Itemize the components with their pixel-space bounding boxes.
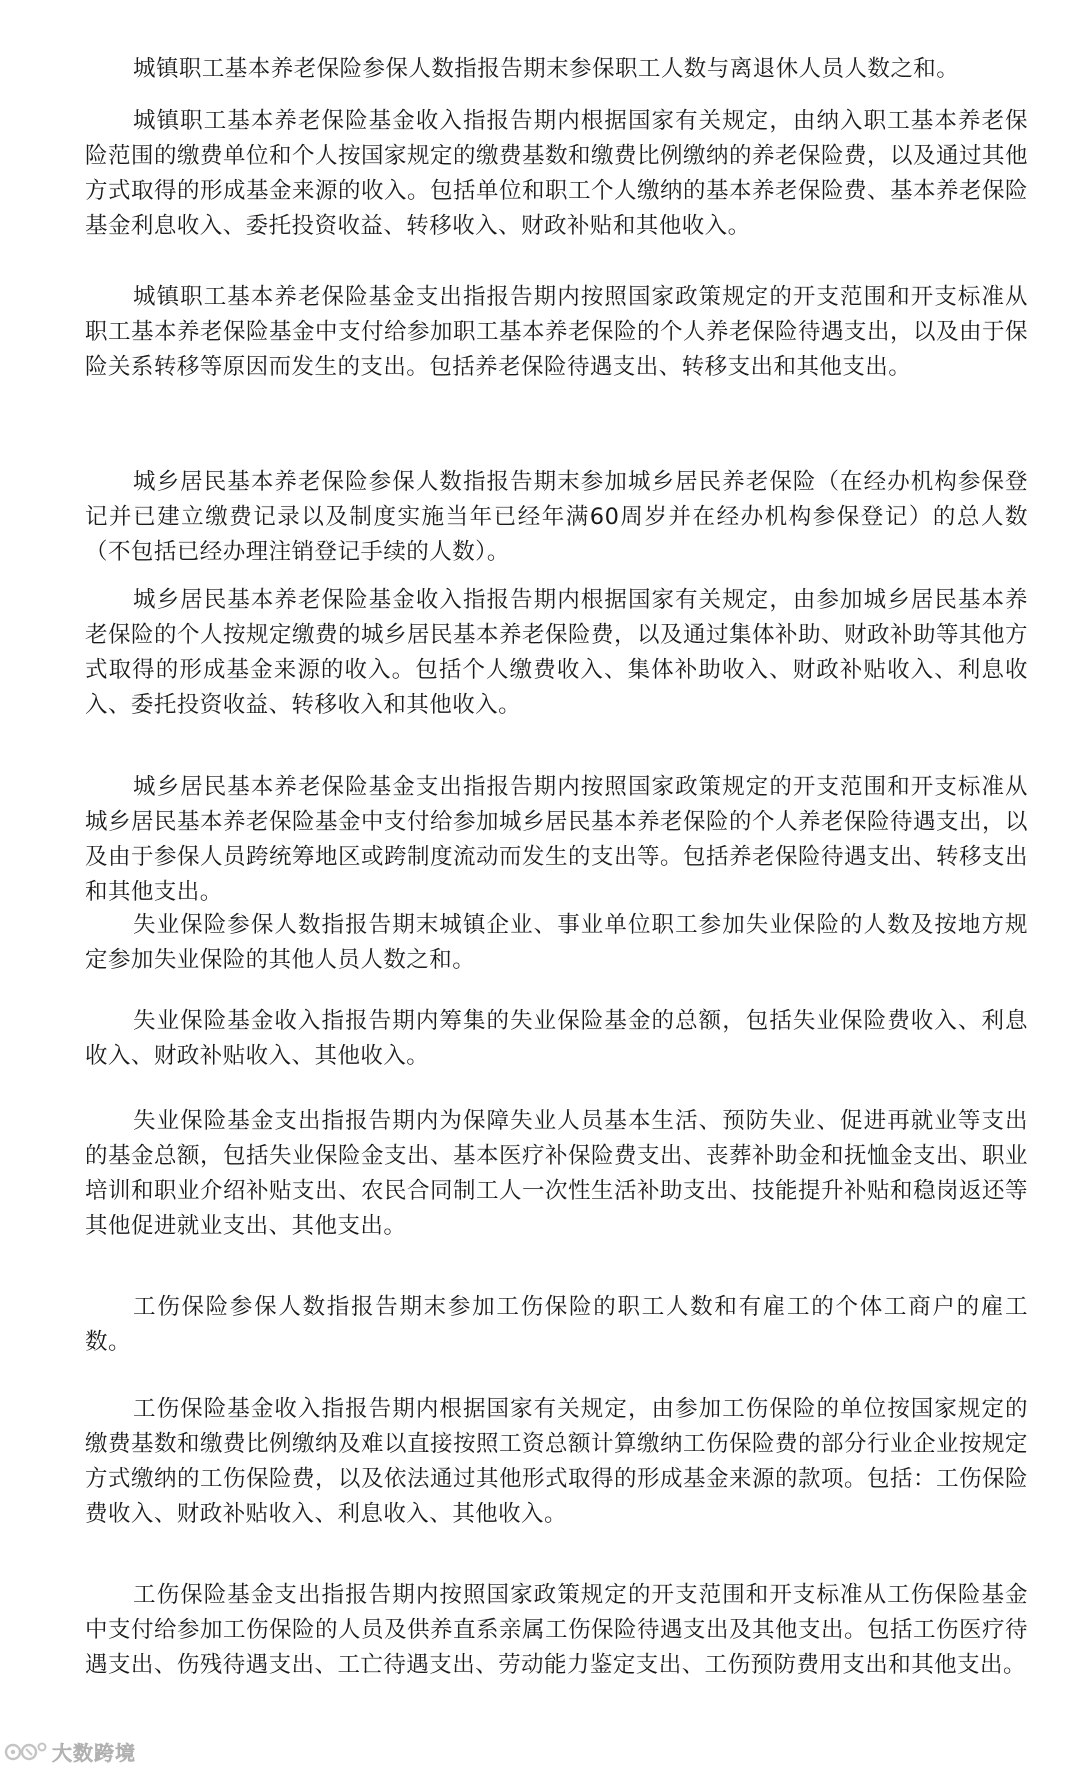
- paragraph-1: 城镇职工基本养老保险参保人数指报告期末参保职工人数与离退休人员人数之和。: [133, 56, 960, 82]
- watermark: [4, 1737, 136, 1765]
- paragraph-9: 失业保险基金支出指报告期内为保障失业人员基本生活、预防失业、促进再就业等支出的基金总额，包括失业保险金支出、基本医疗补保险费支出、丧葬补助金和抚恤金支出、职业培训和职业介绍补贴支出、农民合同制工人一次性生活补助支出、技能提升补贴和稳岗返还等其他促进就业支出、其他支出。: [85, 1108, 1028, 1239]
- paragraph-12: 工伤保险基金支出指报告期内按照国家政策规定的开支范围和开支标准从工伤保险基金中支付给参加工伤保险的人员及供养直系亲属工伤保险待遇支出及其他支出。包括工伤医疗待遇支出、伤残待遇支出、工亡待遇支出、劳动能力鉴定支出、工伤预防费用支出和其他支出。: [85, 1582, 1028, 1678]
- paragraph-5: 城乡居民基本养老保险基金收入指报告期内根据国家有关规定，由参加城乡居民基本养老保险的个人按规定缴费的城乡居民基本养老保险费，以及通过集体补助、财政补助等其他方式取得的形成基金来源的收入。包括个人缴费收入、集体补助收入、财政补贴收入、利息收入、委托投资收益、转移收入和其他收入。: [85, 587, 1028, 718]
- paragraph-8: 失业保险基金收入指报告期内筹集的失业保险基金的总额，包括失业保险费收入、利息收入、财政补贴收入、其他收入。: [85, 1008, 1028, 1069]
- paragraph-10: 工伤保险参保人数指报告期末参加工伤保险的职工人数和有雇工的个体工商户的雇工数。: [85, 1294, 1028, 1355]
- paragraph-7: 失业保险参保人数指报告期末城镇企业、事业单位职工参加失业保险的人数及按地方规定参加失业保险的其他人员人数之和。: [85, 912, 1028, 973]
- watermark-logo-icon: [4, 1739, 48, 1763]
- paragraph-11: 工伤保险基金收入指报告期内根据国家有关规定，由参加工伤保险的单位按国家规定的缴费基数和缴费比例缴纳及难以直接按照工资总额计算缴纳工伤保险费的部分行业企业按规定方式缴纳的工伤保险费，以及依法通过其他形式取得的形成基金来源的款项。包括：工伤保险费收入、财政补贴收入、利息收入、其他收入。: [85, 1396, 1028, 1527]
- paragraph-4: 城乡居民基本养老保险参保人数指报告期末参加城乡居民养老保险（在经办机构参保登记并已建立缴费记录以及制度实施当年已经年满60周岁并在经办机构参保登记）的总人数（不包括已经办理注销登记手续的人数）。: [85, 469, 1028, 565]
- paragraph-3: 城镇职工基本养老保险基金支出指报告期内按照国家政策规定的开支范围和开支标准从职工基本养老保险基金中支付给参加职工基本养老保险的个人养老保险待遇支出，以及由于保险关系转移等原因而发生的支出。包括养老保险待遇支出、转移支出和其他支出。: [85, 284, 1028, 380]
- paragraph-2: 城镇职工基本养老保险基金收入指报告期内根据国家有关规定，由纳入职工基本养老保险范围的缴费单位和个人按国家规定的缴费基数和缴费比例缴纳的养老保险费，以及通过其他方式取得的形成基金来源的收入。包括单位和职工个人缴纳的基本养老保险费、基本养老保险基金利息收入、委托投资收益、转移收入、财政补贴和其他收入。: [85, 108, 1028, 239]
- paragraph-6: 城乡居民基本养老保险基金支出指报告期内按照国家政策规定的开支范围和开支标准从城乡居民基本养老保险基金中支付给参加城乡居民基本养老保险的个人养老保险待遇支出，以及由于参保人员跨统筹地区或跨制度流动而发生的支出等。包括养老保险待遇支出、转移支出和其他支出。: [85, 774, 1028, 905]
- watermark-text: 大数跨境: [52, 1740, 136, 1765]
